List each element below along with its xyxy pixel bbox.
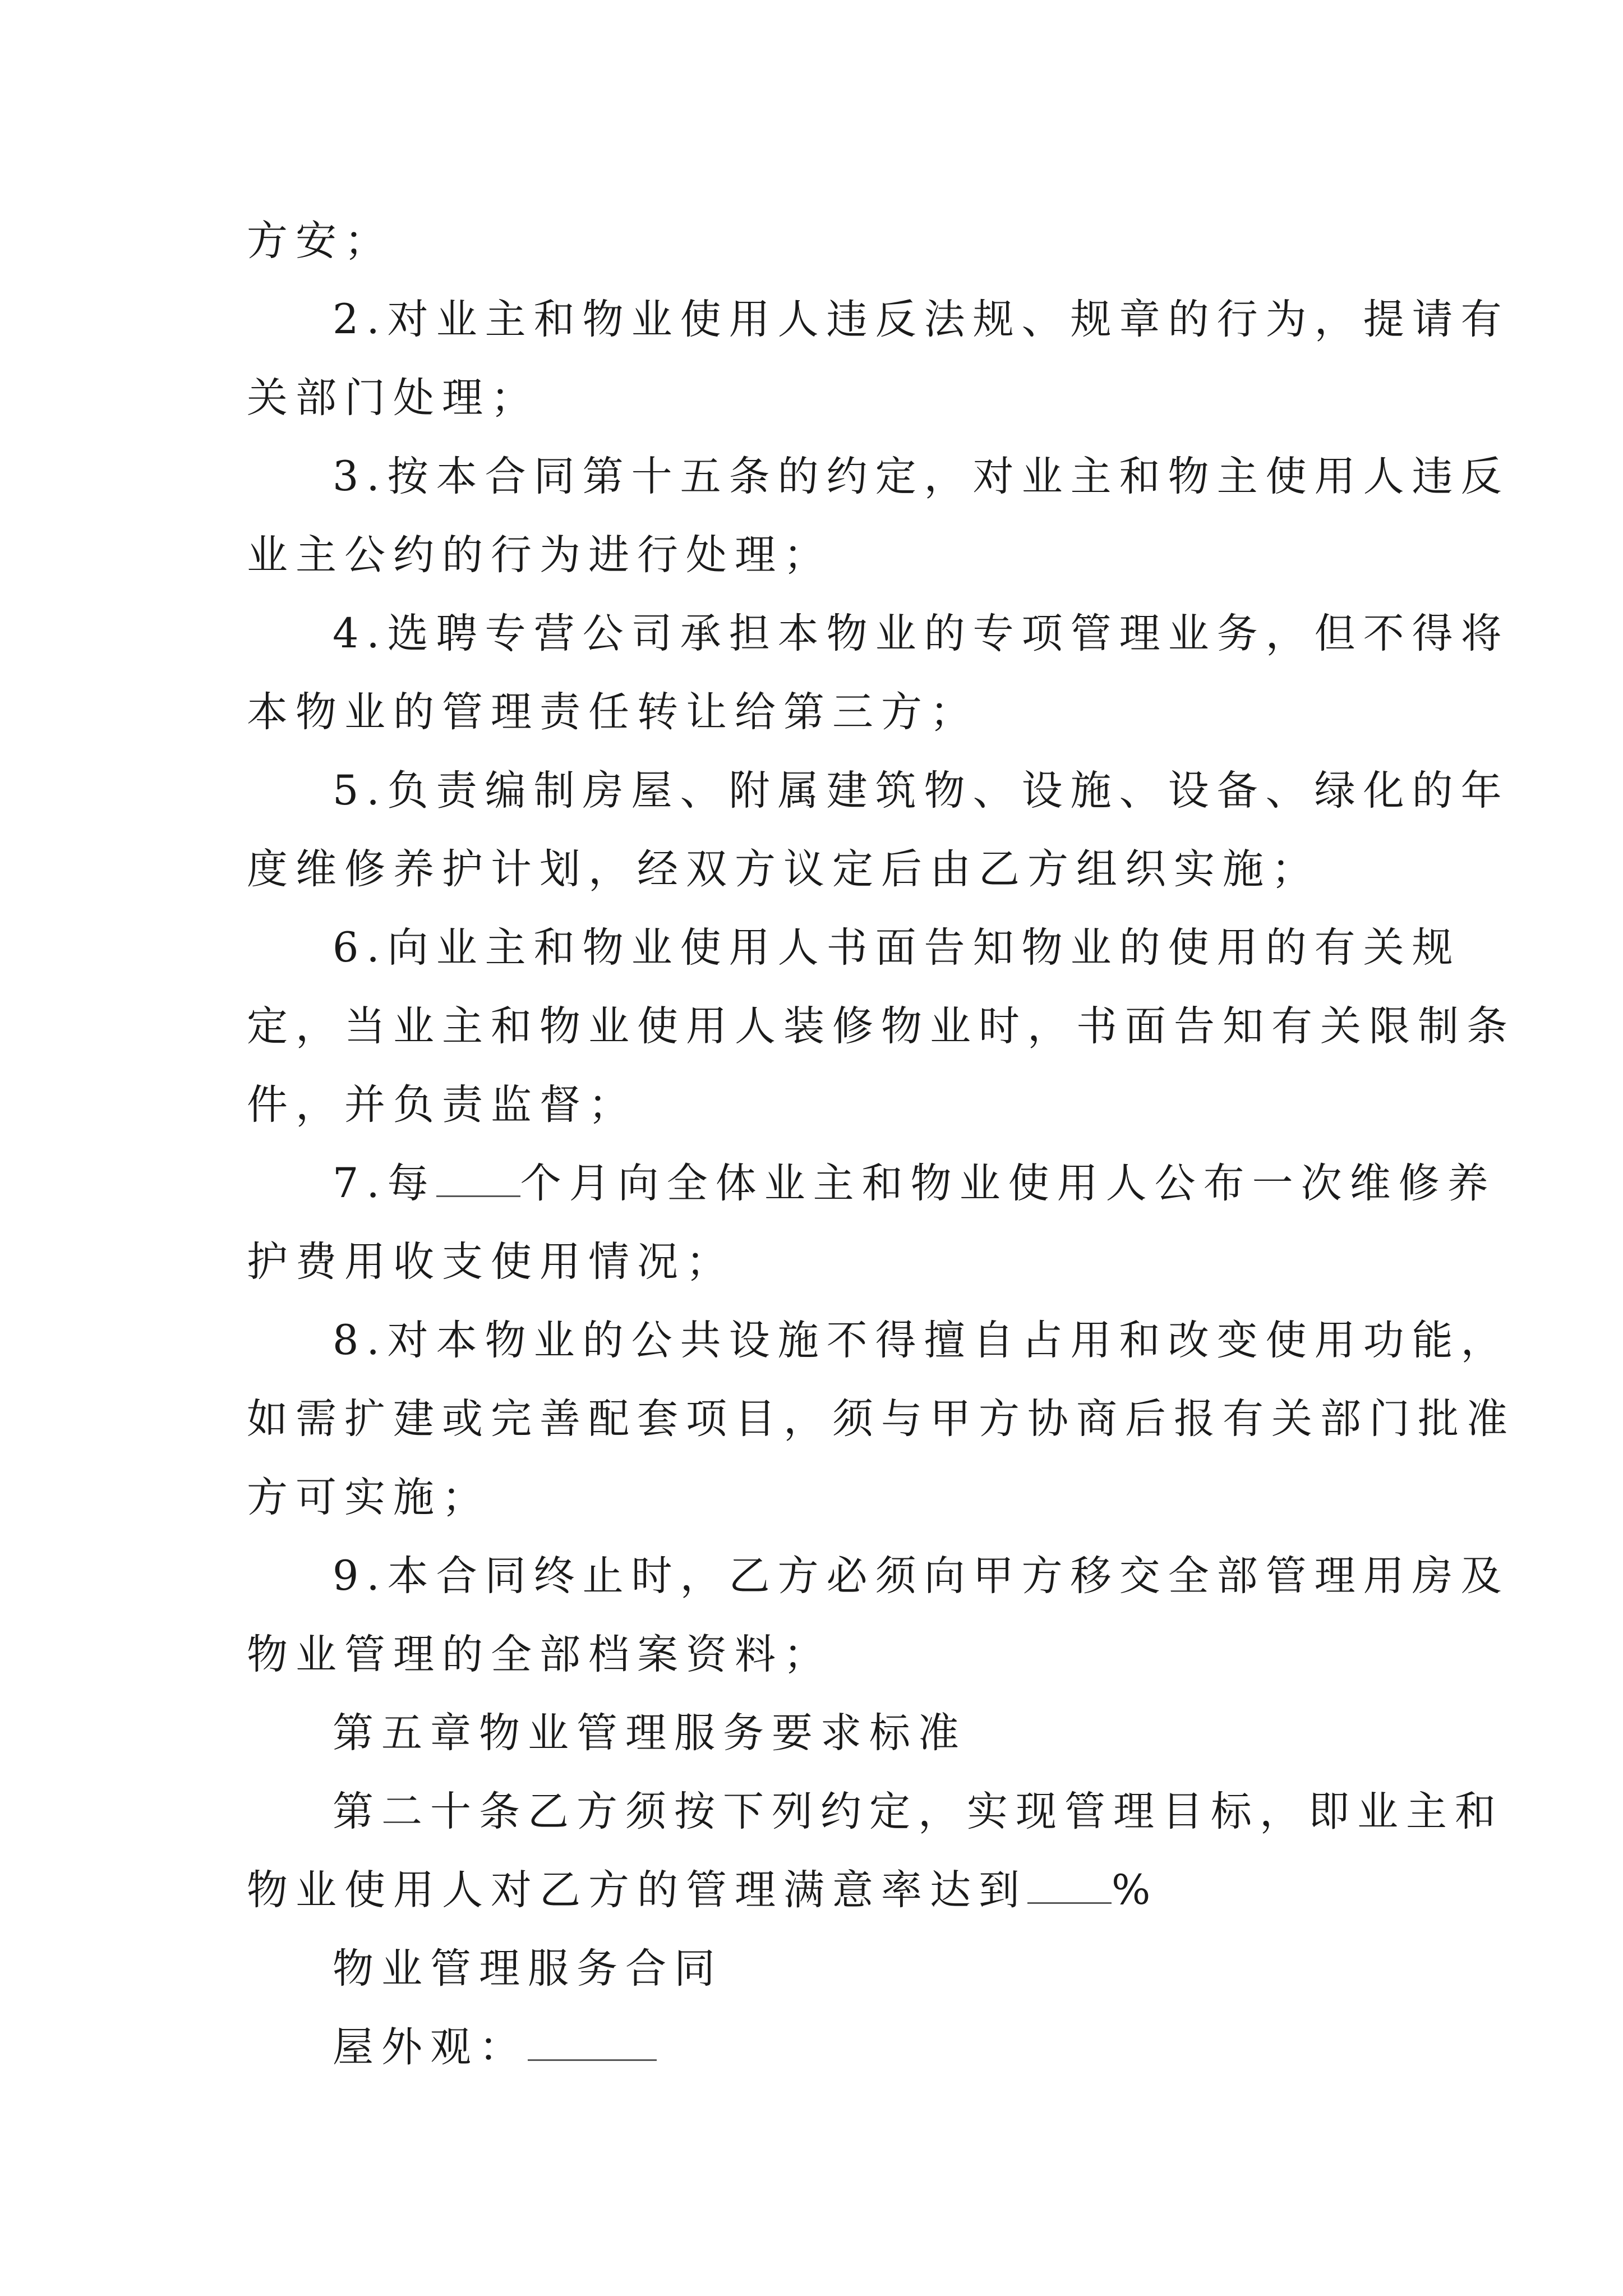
text-line: 6.向业主和物业使用人书面告知物业的使用的有关规 [333, 924, 1461, 972]
text-line: 本物业的管理责任转让给第三方； [247, 688, 979, 736]
text-line [333, 2008, 657, 2087]
text-line [333, 1144, 1496, 1223]
text-line: 件，并负责监督； [247, 1081, 637, 1129]
text-line: 5.负责编制房屋、附属建筑物、设施、设备、绿化的年 [333, 767, 1510, 815]
text-line: 物业管理的全部档案资料； [247, 1631, 832, 1678]
text-line: 方可实施； [247, 1474, 491, 1521]
text-line: 关部门处理； [247, 374, 540, 422]
text-line: 如需扩建或完善配套项目，须与甲方协商后报有关部门批准 [247, 1395, 1515, 1443]
text-line [247, 1851, 1158, 1930]
text-line: 2.对业主和物业使用人违反法规、规章的行为，提请有 [333, 296, 1510, 343]
text-line: 9.本合同终止时，乙方必须向甲方移交全部管理用房及 [333, 1552, 1510, 1600]
text-line: 方安； [247, 217, 393, 265]
text-line: 护费用收支使用情况； [247, 1238, 735, 1286]
text-segment: 个月向全体业主和物业使用人公布一次维修养 [520, 1159, 1496, 1207]
fill-in-blank[interactable] [1027, 1863, 1112, 1904]
text-line: 3.按本合同第十五条的约定，对业主和物主使用人违反 [333, 453, 1510, 500]
text-line: 定，当业主和物业使用人装修物业时，书面告知有关限制条 [247, 1002, 1515, 1050]
fill-in-blank[interactable] [528, 2020, 657, 2061]
text-segment: 7.每 [333, 1159, 436, 1207]
text-line: 度维修养护计划，经双方议定后由乙方组织实施； [247, 845, 1320, 893]
text-line: 业主公约的行为进行处理； [247, 531, 832, 579]
section-title: 物业管理服务合同 [333, 1945, 723, 1993]
fill-in-blank[interactable] [436, 1156, 520, 1197]
text-line: 第二十条乙方须按下列约定，实现管理目标，即业主和 [333, 1788, 1504, 1835]
text-line: 8.对本物业的公共设施不得擅自占用和改变使用功能， [333, 1317, 1510, 1364]
text-segment: % [1112, 1866, 1159, 1914]
text-segment: 物业使用人对乙方的管理满意率达到 [247, 1866, 1027, 1914]
chapter-heading: 第五章物业管理服务要求标准 [333, 1709, 967, 1757]
text-segment: 屋外观： [333, 2023, 528, 2071]
text-line: 4.选聘专营公司承担本物业的专项管理业务，但不得将 [333, 610, 1510, 657]
